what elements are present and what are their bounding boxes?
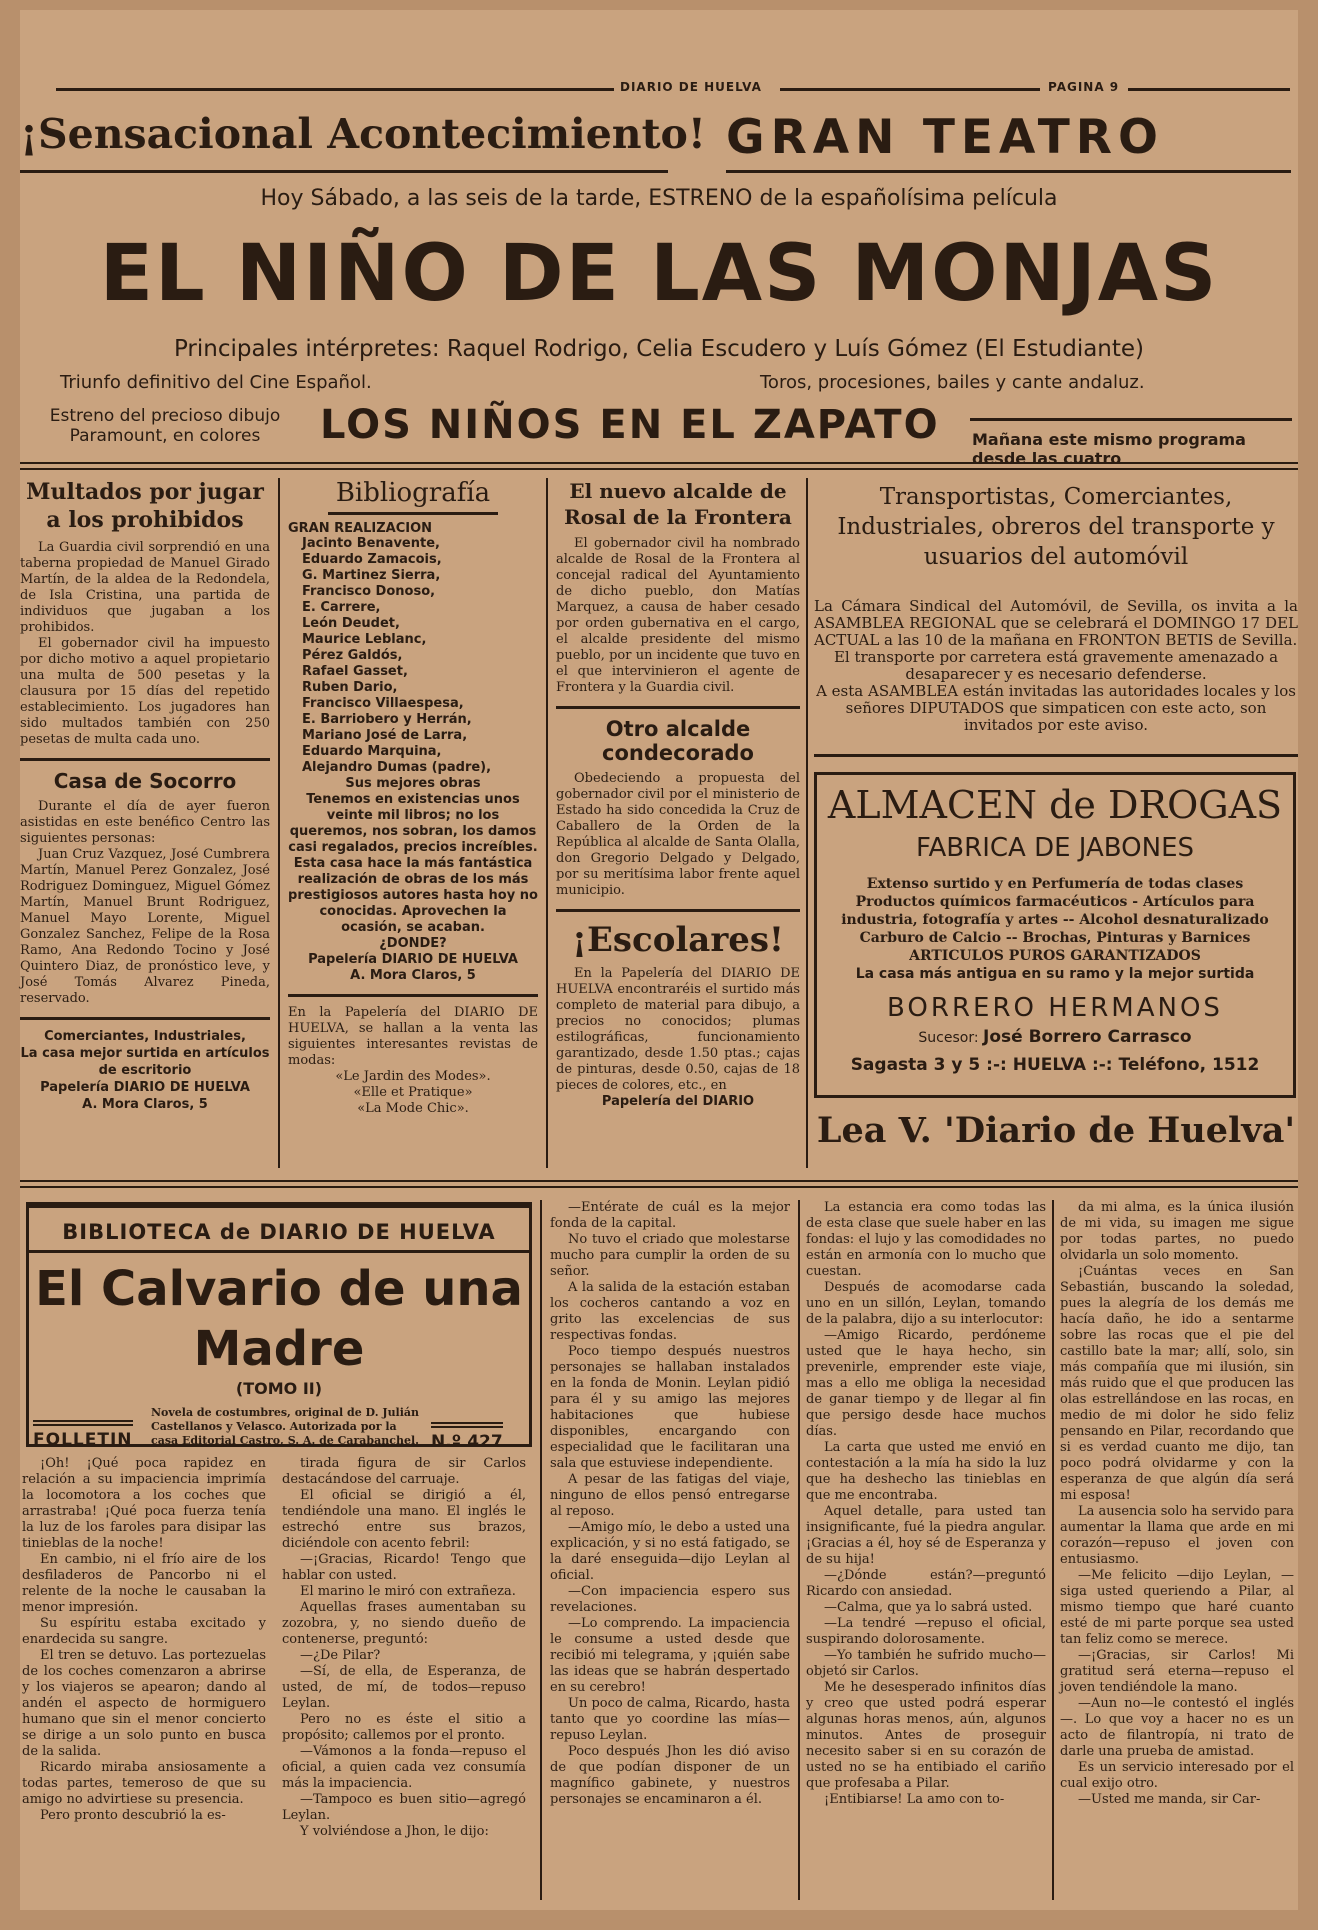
successor-label: Sucesor: [918,1030,979,1046]
novel-paragraph: El tren se detuvo. Las portezuelas de los coches comenzaron a abrirse y los viajeros se apearon; dando al andén el aspecto de hormiguero humano que sin el menor concierto se dirige a un solo punto en busca de la salida. [22,1648,266,1759]
multados-title: Multados por jugar a los prohibidos [26,479,264,533]
header-rule-right [1128,88,1290,91]
tag-left: Triunfo definitivo del Cine Español. [60,372,372,393]
novel-paragraph: —Lo comprendo. La impaciencia le consume a usted desde que recibió mi telegrama, y ¡quién sabe las ideas que se habrán despertado en su cerebro! [550,1616,790,1695]
novel-paragraph: El oficial se dirigió a él, tendiéndole una mano. El inglés le estrechó entre sus brazos, diciéndole con acento febril: [282,1488,526,1551]
author: Ruben Dario, [302,680,398,695]
novel-paragraph: La estancia era como todas las de esta clase que suele haber en las fondas: el lujo y las comodidades no están en armonía con lo mucho que cuestan. [806,1200,1046,1279]
novel-paragraph: La carta que usted me envió en contestación a la mía ha sido la luz que ha deshecho las tinieblas en que me encontraba. [806,1440,1046,1503]
condecorado-title: Otro alcalde condecorado [602,717,754,765]
novel-paragraph: Y volviéndose a Jhon, le dijo: [300,1824,489,1839]
tomorrow-rule-top [970,418,1292,421]
divider [328,512,498,515]
novel-paragraph: —Me felicito —dijo Leylan, —siga usted queriendo a Pilar, al mismo tiempo que haré cuanto esté de mi parte porque sea usted tan feliz como se merece. [1060,1568,1294,1647]
almacen-line2: Productos químicos farmacéuticos - Artículos para [855,894,1255,910]
almacen-line3: industria, fotografía y artes -- Alcohol desnaturalizado [841,912,1269,928]
novel-paragraph: No tuvo el criado que molestarse mucho para cumplir la orden de su señor. [550,1232,790,1279]
header-rule-mid [780,88,1040,91]
biblio-addr: A. Mora Claros, 5 [350,968,476,983]
tomorrow-note: Mañana este mismo programa desde las cuatro [972,430,1246,468]
transport-p1: La Cámara Sindical del Automóvil, de Sevilla, os invita a la ASAMBLEA REGIONAL que se celebrará el DOMINGO 17 DEL ACTUAL a las 10 de la mañana en FRONTON BETIS de Sevilla. [814,597,1298,649]
almacen-line4: Carburo de Calcio -- Brochas, Pinturas y Barnices [859,930,1251,946]
novel-paragraph: ¡Entibiarse! La amo con to- [824,1792,1005,1807]
novel-paragraph: Aquel detalle, para usted tan insignificante, fué la piedra angular. ¡Gracias a él, hoy sé de Esperanza y de su hija! [806,1504,1046,1567]
successor-name: José Borrero Carrasco [983,1027,1192,1047]
folletin-number: N.º 427 [431,1422,503,1452]
divider [29,1250,529,1253]
cartoon-intro-line2: Paramount, en colores [69,426,261,446]
divider [20,758,270,761]
ad-left [20,1028,270,1113]
escolares-p: En la Papelería del DIARIO DE HUELVA encontraréis el surtido más completo de material para dibujo, a precios no conocidos; plumas estilográficas, funcionamiento garantizado, desde 1.50 ptas.; cajas de pinturas, desde 0.50, cajas de 18 pieces de colores, etc., en [556,966,800,1093]
ad-left-line2: La casa mejor surtida en artículos de escritorio [20,1046,270,1078]
escolares-sign: Papelería del DIARIO [601,1094,755,1109]
revistas-p: En la Papelería del DIARIO DE HUELVA, se hallan a la venta las siguientes interesantes revistas de modas: [288,1005,538,1068]
condecorado-p: Obedeciendo a propuesta del gobernador civil por el ministerio de Estado ha sido concedida la Cruz de Caballero de la Orden de la República al alcalde de Santa Olalla, don Gregorio Delgado y Delgado, por su meritísima labor frente aquel municipio. [556,771,800,898]
novel-paragraph: —Vámonos a la fonda—repuso el oficial, a quien cada vez consumía más la impaciencia. [282,1744,526,1791]
almacen-line5: ARTICULOS PUROS GARANTIZADOS [909,948,1201,964]
banner-bottom-rule [20,462,1298,470]
alcalde-body [556,536,800,696]
folletin-title: El Calvario de una Madre [35,1261,523,1377]
author: Francisco Donoso, [302,584,436,599]
folletin-tomo: (TOMO II) [235,1379,323,1398]
transport-title: Transportistas, Comerciantes, Industriales, obreros del transporte y usuarios del automóvil [837,484,1275,570]
biblio-promo [288,776,538,984]
author: Francisco Villaespesa, [302,696,464,711]
biblio-obras: Sus mejores obras [345,776,481,791]
socorro-title: Casa de Socorro [53,769,237,793]
banner-rule-right [726,170,1291,173]
alcalde-title: El nuevo alcalde de Rosal de la Frontera [564,479,792,529]
author: Maurice Leblanc, [302,632,427,647]
biblio-subtitle: GRAN REALIZACION [288,521,433,536]
socorro-p1: Durante el día de ayer fueron asistidas en este benéfico Centro las siguientes personas: [20,799,270,846]
socorro-body [20,799,270,1007]
novel-paragraph: Pero pronto descubrió la es- [40,1808,226,1823]
escolares-title: ¡Escolares! [572,920,784,960]
divider [556,909,800,912]
divider [20,1017,270,1020]
novel-paragraph: —Yo también he sufrido mucho—objetó sir Carlos. [806,1648,1046,1679]
author: E. Carrere, [302,600,381,615]
author: Alejandro Dumas (padre), [302,760,492,775]
almacen-line6: La casa más antigua en su ramo y la mejor surtida [855,966,1255,982]
almacen-lines [817,875,1293,983]
author: G. Martinez Sierra, [302,568,441,583]
column-divider [546,478,548,1168]
revista-2: «Elle et Pratique» [353,1085,473,1100]
biblio-author-list [302,536,538,776]
ad-left-line4: A. Mora Claros, 5 [82,1097,208,1112]
novel-column-4 [806,1200,1046,1808]
divider [556,706,800,709]
almacen-ad [814,772,1296,1098]
novel-paragraph: En cambio, ni el frío aire de los desfiladeros de Pancorbo ni el relente de la noche le causaban la menor impresión. [22,1552,266,1615]
ad-left-line3: Papelería DIARIO DE HUELVA [40,1080,250,1095]
column-divider [278,478,280,1168]
cartoon-intro-line1: Estreno del precioso dibujo [49,406,281,426]
ad-left-line1: Comerciantes, Industriales, [44,1029,246,1044]
novel-paragraph: Es un servicio interesado por el cual exijo otro. [1060,1760,1294,1791]
transport-p3: A esta ASAMBLEA están invitadas las autoridades locales y los señores DIPUTADOS que simpaticen con este acto, son invitados por este aviso. [816,682,1296,734]
transport-p2: El transporte por carretera está gravemente amenazado a desaparecer y es necesario defenderse. [833,648,1279,683]
header-rule-left [56,88,614,91]
biblio-title: Bibliografía [335,478,491,508]
novel-paragraph: —Sí, de ella, de Esperanza, de usted, de mí, de todos—repuso Leylan. [282,1664,526,1711]
novel-paragraph: —¿De Pilar? [300,1648,381,1663]
novel-paragraph: ¡Cuántas veces en San Sebastián, buscando la soledad, pues la alegría de los demás me hacía daño, he ido a sentarme sobre las rocas que el pie del castillo bate la mar; allí, solo, sin más compañía que mi ilusión, sin más ruido que el que producen las olas estrellándose en las rocas, en medio de mi dolor he sido feliz pensando en Pilar, recordando que si es verdad cuanto me dijo, tan poco podrá olvidarme y con la esperanza de que algún día será mi esposa! [1060,1264,1294,1503]
novel-paragraph: A la salida de la estación estaban los cocheros cantando a voz en grito las excelencias de sus respectivas fondas. [550,1280,790,1343]
novel-paragraph: —Con impaciencia espero sus revelaciones. [550,1584,790,1615]
folletin-label: FOLLETIN [33,1420,133,1450]
divider [288,994,538,997]
author: Jacinto Benavente, [302,536,440,551]
novel-column-5 [1060,1200,1294,1808]
novel-paragraph: El marino le miró con extrañeza. [300,1584,516,1599]
almacen-subtitle: FABRICA DE JABONES [915,833,1195,863]
novel-paragraph: Poco después Jhon les dió aviso de que podían disponer de un magnífico gabinete, y nuestros personajes se encaminaron a él. [550,1744,790,1807]
tag-right: Toros, procesiones, bailes y cante andaluz. [760,372,1145,393]
novel-paragraph: La ausencia solo ha servido para aumentar la llama que arde en mi corazón—repuso el joven con entusiasmo. [1060,1504,1294,1567]
novel-paragraph: Después de acomodarse cada uno en un sillón, Leylan, tomando de la palabra, dijo a su interlocutor: [806,1280,1046,1327]
novel-column-1 [22,1456,266,1824]
biblio-p2: Esta casa hace la más fantástica realización de obras de los más prestigiosos autores hasta hoy no conocidas. Aprovechen la ocasión, se acaban. [288,856,538,935]
banner-rule-left [20,170,668,173]
divider [814,754,1298,757]
alcalde-p: El gobernador civil ha nombrado alcalde de Rosal de la Frontera al concejal radical del Ayuntamiento de dicho pueblo, don Matías Marquez, a causa de haber cesado por orden gubernativa en el cargo, el alcalde presidente del mismo pueblo, por un incidente que tuvo en el que intervinieron el agente de Frontera y la Guardia civil. [556,536,800,695]
revista-3: «La Mode Chic». [357,1101,469,1116]
novel-paragraph: —Entérate de cuál es la mejor fonda de la capital. [550,1200,790,1231]
novel-paragraph: —Aun no—le contestó el inglés—. Lo que voy a hacer no es un acto de filantropía, ni trato de darle una prueba de amistad. [1060,1696,1294,1759]
author: Pérez Galdós, [302,648,403,663]
novel-paragraph: Aquellas frases aumentaban su zozobra, y, no siendo dueño de contenerse, preguntó: [282,1600,526,1647]
novel-paragraph: —Usted me manda, sir Car- [1078,1792,1261,1807]
newspaper-page [20,10,1298,1910]
folletin-box [26,1202,532,1452]
author: Rafael Gasset, [302,664,408,679]
novel-column-3 [550,1200,790,1808]
almacen-firm: BORRERO HERMANOS [887,993,1223,1023]
novel-paragraph: Pero no es éste el sitio a propósito; callemos por el pronto. [282,1712,526,1743]
cartoon-title: LOS NIÑOS EN EL ZAPATO [320,402,940,448]
almacen-title: ALMACEN de DROGAS [827,783,1283,827]
column-3 [556,478,800,1109]
author: León Deudet, [302,616,400,631]
film-cast: Principales intérpretes: Raquel Rodrigo, Celia Escudero y Luís Gómez (El Estudiante) [173,336,1145,362]
novel-column-2 [282,1456,526,1840]
escolares-body [556,966,800,1094]
folletin-biblioteca: BIBLIOTECA de DIARIO DE HUELVA [62,1220,496,1244]
almacen-line1: Extenso surtido y en Perfumería de todas clases [866,876,1244,892]
novel-paragraph: A pesar de las fatigas del viaje, ninguno de ellos pensó entregarse al reposo. [550,1472,790,1519]
novel-paragraph: Un poco de calma, Ricardo, hasta tanto que yo coordine las mías—repuso Leylan. [550,1696,790,1743]
column-2 [288,478,538,1117]
novel-paragraph: Poco tiempo después nuestros personajes se hallaban instalados en la fonda de Monin. Leylan pidió para él y su amigo las mejores habitaciones que hubiese disponibles, encargando con especialidad que le facilitaran una sala que estuviese independiente. [550,1344,790,1471]
banner-left-title: ¡Sensacional Acontecimiento! [20,110,706,158]
novel-paragraph: —Tampoco es buen sitio—agregó Leylan. [282,1792,526,1823]
novel-paragraph: —Amigo Ricardo, perdóneme usted que le haya hecho, sin prevenirle, emprender este viaje, mas a ello me obliga la necesidad de ganar tiempo y de llegar al fin que persigo desde hace muchos días. [806,1328,1046,1439]
condecorado-body [556,771,800,899]
revista-1: «Le Jardin des Modes». [335,1069,491,1084]
socorro-p2: Juan Cruz Vazquez, José Cumbrera Martín, Manuel Perez Gonzalez, José Rodriguez Dominguez, Miguel Gómez Martín, Manuel Brunt Rodriguez, Manuel Mayo Lorente, Miguel Gonzalez Sanchez, Felipe de la Rosa Ramo, Ana Redondo Tocino y José Quintero Diaz, de pronóstico leve, y José Tomás Alvarez Pineda, reservado. [20,847,270,1006]
column-1 [20,478,270,1113]
column-divider [798,1200,800,1900]
novel-paragraph: tirada figura de sir Carlos destacándose del carruaje. [282,1456,526,1487]
column-divider [540,1200,542,1900]
author: Eduardo Zamacois, [302,552,442,567]
author: E. Barriobero y Herrán, [302,712,472,727]
novel-paragraph: —Calma, que ya lo sabrá usted. [824,1600,1033,1615]
novel-paragraph: —¡Gracias, sir Carlos! Mi gratitud será eterna—repuso el joven tendiéndole la mano. [1060,1648,1294,1695]
column-divider [1052,1200,1054,1900]
novel-paragraph: —¿Dónde están?—preguntó Ricardo con ansiedad. [806,1568,1046,1599]
multados-p1: La Guardia civil sorprendió en una taberna propiedad de Manuel Girado Martín, de la aldea de la Redondela, de Isla Cristina, una partida de individuos que jugaban a los prohibidos. [20,540,270,635]
biblio-donde: ¿DONDE? [379,936,447,951]
banner-right-title: GRAN TEATRO [726,110,1164,165]
biblio-p1: Tenemos en existencias unos veinte mil libros; no los queremos, nos sobran, los damos casi regalados, precios increíbles. [288,792,538,855]
almacen-successor [817,1027,1293,1047]
revistas-block [288,1005,538,1117]
page-number: PAGINA 9 [1048,80,1120,94]
novel-paragraph: da mi alma, es la única ilusión de mi vida, su imagen me sigue por todas partes, no puedo olvidarla un solo momento. [1060,1200,1294,1263]
biblio-place: Papelería DIARIO DE HUELVA [308,952,518,967]
paper-name: DIARIO DE HUELVA [620,80,762,94]
novel-paragraph: Ricardo miraba ansiosamente a todas partes, temeroso de que su amigo no advirtiese su presencia. [22,1760,266,1807]
transport-body [814,598,1298,734]
section-rule [20,1180,1298,1188]
novel-paragraph: —Amigo mío, le debo a usted una explicación, y si no está fatigado, se la daré enseguida—dijo Leylan al oficial. [550,1520,790,1583]
multados-p2: El gobernador civil ha impuesto por dicho motivo a aquel propietario una multa de 500 pesetas y la clausura por 15 días del repetido establecimiento. Los jugadores han sido multados también con 250 pesetas de multa cada uno. [20,636,270,747]
folletin-description: Novela de costumbres, original de D. Julián Castellanos y Velasco. Autorizada por la casa Editorial Castro, S. A. de Carabanchel. [151,1406,420,1447]
author: Mariano José de Larra, [302,728,468,743]
multados-body [20,540,270,748]
author: Eduardo Marquina, [302,744,442,759]
banner-subline: Hoy Sábado, a las seis de la tarde, ESTRENO de la españolísima película [260,186,1058,211]
novel-paragraph: Me he desesperado infinitos días y creo que usted podrá esperar algunas horas menos, aún, algunos minutos. Antes de proseguir necesito saber si en su corazón de usted no se ha entibiado el cariño que profesaba a Pilar. [806,1680,1046,1791]
novel-paragraph: —¡Gracias, Ricardo! Tengo que hablar con usted. [282,1552,526,1583]
novel-paragraph: —La tendré —repuso el oficial, suspirando dolorosamente. [806,1616,1046,1647]
lea-diario: Lea V. 'Diario de Huelva' [816,1110,1296,1151]
column-divider [806,478,808,1168]
film-title: EL NIÑO DE LAS MONJAS [99,229,1219,319]
novel-paragraph: Su espíritu estaba excitado y enardecida su sangre. [22,1616,266,1647]
almacen-address: Sagasta 3 y 5 :-: HUELVA :-: Teléfono, 1512 [850,1055,1260,1075]
novel-paragraph: ¡Oh! ¡Qué poca rapidez en relación a su impaciencia imprimía la locomotora a los coches que arrastraba! ¡Qué poca fuerza tenía la luz de los faroles para disipar las tinieblas de la noche! [22,1456,266,1551]
cartoon-intro [20,406,310,446]
